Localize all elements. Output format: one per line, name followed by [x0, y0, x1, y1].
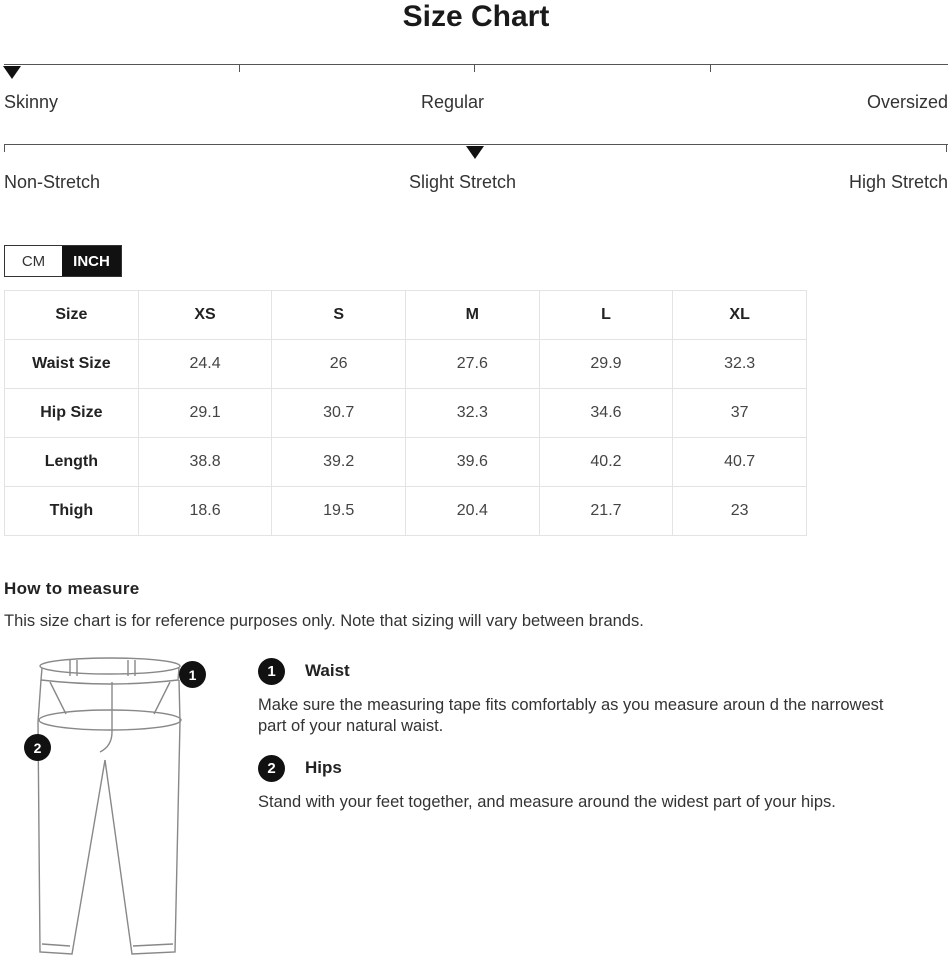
figure-marker-waist: 1 — [179, 661, 206, 688]
unit-cm-button[interactable]: CM — [5, 246, 62, 276]
table-row-label: Thigh — [5, 487, 139, 536]
figure-marker-hips: 2 — [24, 734, 51, 761]
table-header-cell: M — [406, 291, 540, 340]
table-header-cell: Size — [5, 291, 139, 340]
size-table — [4, 290, 807, 536]
table-row — [5, 389, 807, 438]
stretch-label-high: High Stretch — [848, 172, 948, 192]
table-cell: 39.6 — [406, 438, 540, 487]
unit-toggle — [4, 245, 122, 277]
stretch-label-non: Non-Stretch — [4, 172, 101, 192]
fit-scale-tick — [239, 64, 240, 72]
table-cell: 27.6 — [406, 340, 540, 389]
how-to-measure-title: How to measure — [4, 579, 140, 598]
stretch-scale-tick — [4, 144, 5, 152]
fit-scale-tick — [710, 64, 711, 72]
measure-step-hips — [258, 754, 888, 813]
table-row — [5, 438, 807, 487]
stretch-scale-track — [4, 144, 948, 145]
table-cell: 23 — [673, 487, 807, 536]
table-header-cell: XL — [673, 291, 807, 340]
measure-step-waist — [258, 657, 888, 737]
table-cell: 32.3 — [406, 389, 540, 438]
table-cell: 20.4 — [406, 487, 540, 536]
table-cell: 19.5 — [272, 487, 406, 536]
pants-illustration-icon — [20, 652, 220, 962]
table-cell: 21.7 — [539, 487, 673, 536]
table-header-row — [5, 291, 807, 340]
fit-scale-tick — [474, 64, 475, 72]
table-cell: 26 — [272, 340, 406, 389]
fit-label-regular: Regular — [421, 92, 485, 112]
step-name: Hips — [305, 758, 342, 777]
table-cell: 40.2 — [539, 438, 673, 487]
stretch-selected-marker-icon — [466, 146, 484, 159]
table-row-label: Length — [5, 438, 139, 487]
table-cell: 30.7 — [272, 389, 406, 438]
table-row-label: Hip Size — [5, 389, 139, 438]
table-cell: 29.9 — [539, 340, 673, 389]
table-cell: 24.4 — [138, 340, 272, 389]
fit-label-oversized: Oversized — [866, 92, 948, 112]
table-cell: 40.7 — [673, 438, 807, 487]
table-cell: 39.2 — [272, 438, 406, 487]
how-to-measure-note: This size chart is for reference purposes only. Note that sizing will vary between brands. — [4, 612, 644, 630]
table-header-cell: XS — [138, 291, 272, 340]
table-cell: 38.8 — [138, 438, 272, 487]
table-header-cell: L — [539, 291, 673, 340]
step-number-badge: 1 — [258, 658, 285, 685]
table-header-cell: S — [272, 291, 406, 340]
stretch-label-slight: Slight Stretch — [409, 172, 517, 192]
table-row — [5, 487, 807, 536]
fit-selected-marker-icon — [3, 66, 21, 79]
table-row — [5, 340, 807, 389]
step-name: Waist — [305, 661, 350, 680]
table-cell: 32.3 — [673, 340, 807, 389]
step-description: Make sure the measuring tape fits comfortably as you measure aroun d the narrowest part of your natural waist. — [258, 696, 884, 735]
fit-scale-track — [4, 64, 948, 65]
table-cell: 34.6 — [539, 389, 673, 438]
unit-inch-button[interactable]: INCH — [62, 246, 121, 276]
table-cell: 18.6 — [138, 487, 272, 536]
table-cell: 29.1 — [138, 389, 272, 438]
page-title: Size Chart — [402, 0, 550, 33]
step-description: Stand with your feet together, and measure around the widest part of your hips. — [258, 793, 836, 811]
step-number-badge: 2 — [258, 755, 285, 782]
table-row-label: Waist Size — [5, 340, 139, 389]
stretch-scale-tick — [946, 144, 947, 152]
fit-label-skinny: Skinny — [4, 92, 59, 112]
table-cell: 37 — [673, 389, 807, 438]
